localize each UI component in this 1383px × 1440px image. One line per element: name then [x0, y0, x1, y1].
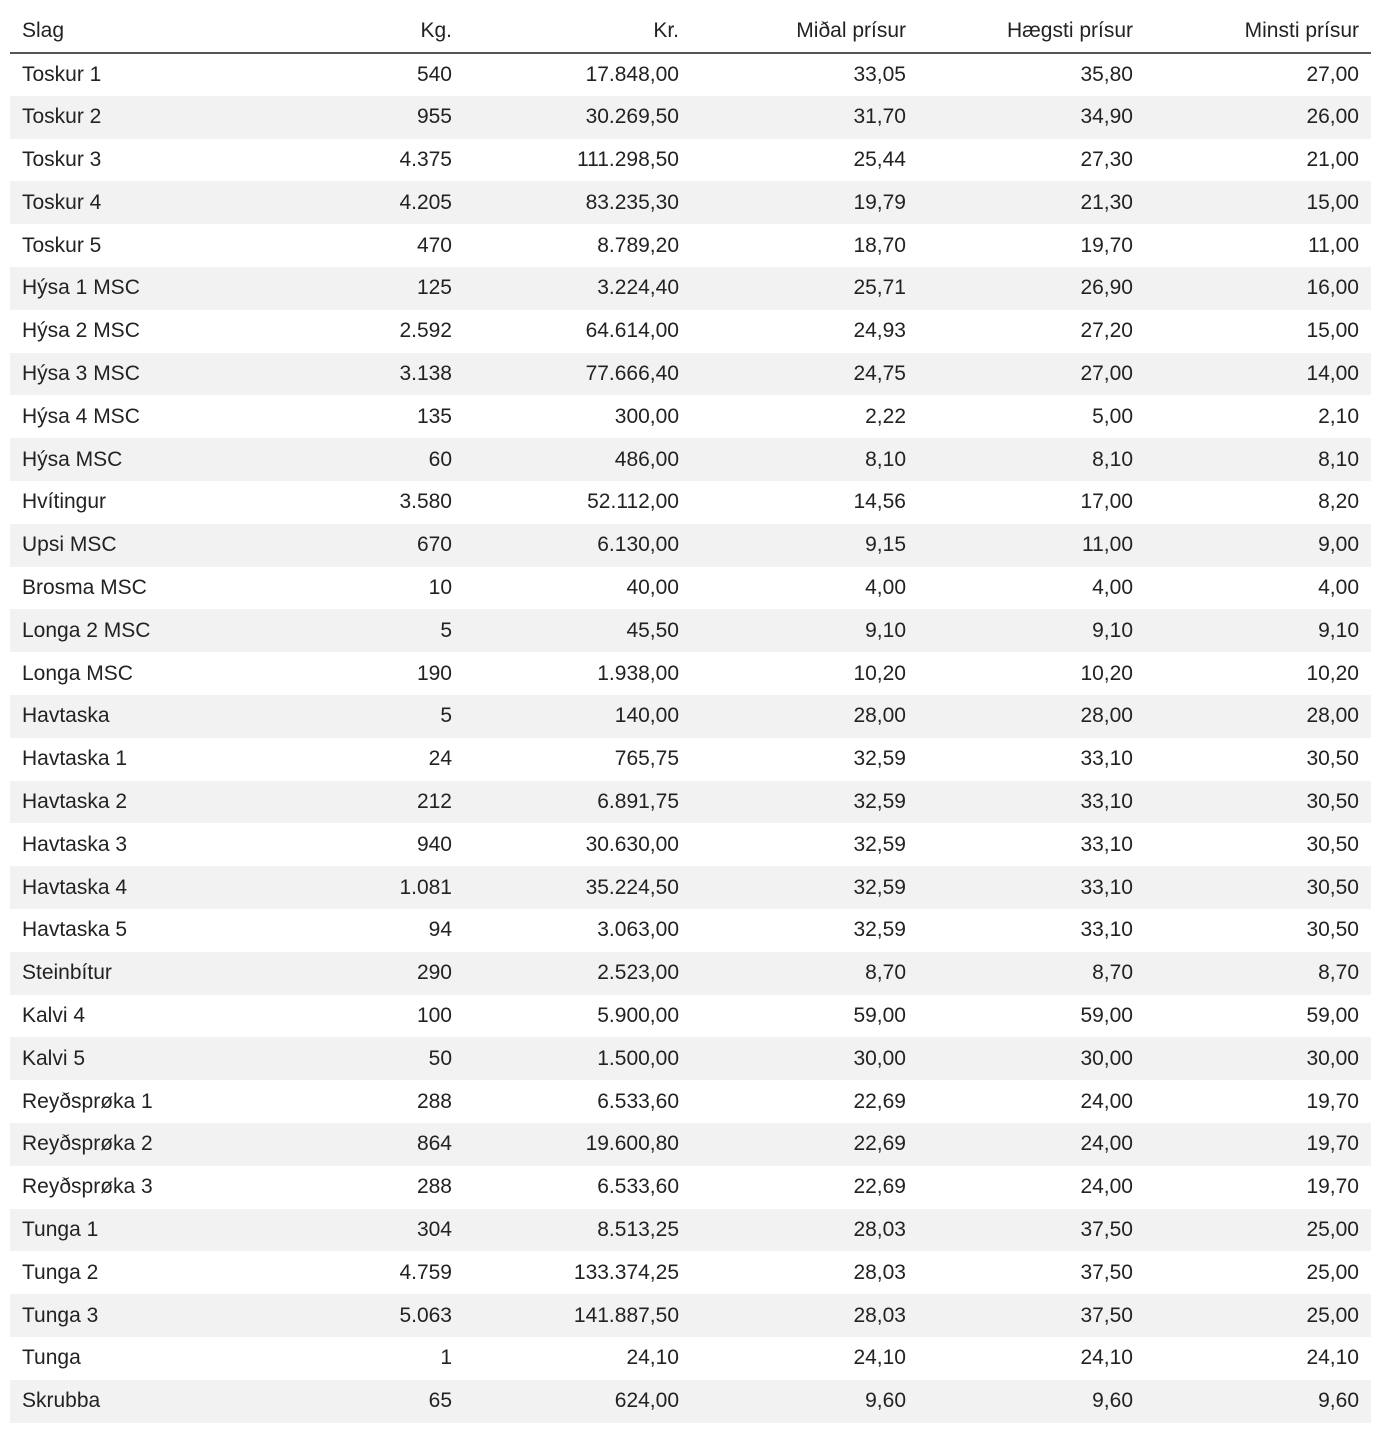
cell-average-price: 28,03 [691, 1294, 918, 1337]
table-row [10, 952, 1371, 995]
table-row [10, 823, 1371, 866]
cell-kr: 765,75 [614, 747, 679, 771]
table-row [10, 438, 1371, 481]
cell-average-price: 8,10 [691, 438, 918, 481]
cell-kg: 135 [416, 404, 452, 428]
cell-kr: 141.887,50 [464, 1294, 691, 1337]
cell-slag: Havtaska 4 [10, 866, 237, 909]
cell-average-price: 28,00 [691, 695, 918, 738]
table-row [10, 1123, 1371, 1166]
cell-highest-price: 26,90 [918, 267, 1145, 310]
cell-lowest-price: 24,10 [1306, 1346, 1359, 1370]
cell-slag: Tunga 3 [10, 1294, 237, 1337]
cell-average-price: 19,79 [691, 181, 918, 224]
header-slag: Slag [10, 10, 237, 53]
cell-kr: 6.533,60 [597, 1089, 679, 1113]
cell-kr: 2.523,00 [464, 952, 691, 995]
cell-slag: Hvítingur [22, 490, 107, 514]
cell-average-price: 14,56 [853, 490, 906, 514]
cell-kr: 3.224,40 [464, 267, 691, 310]
cell-kr: 1.500,00 [464, 1037, 691, 1080]
cell-kr: 52.112,00 [587, 490, 679, 514]
cell-kr: 3.063,00 [597, 918, 679, 942]
cell-average-price: 32,59 [853, 918, 906, 942]
cell-kg: 65 [237, 1380, 464, 1423]
header-kr: Kr. [464, 10, 691, 53]
table-row [10, 995, 1371, 1038]
cell-average-price: 9,60 [691, 1380, 918, 1423]
cell-kg: 3.580 [399, 490, 452, 514]
auction-price-table-container [10, 10, 1371, 1423]
cell-lowest-price: 30,50 [1306, 747, 1359, 771]
cell-kr: 300,00 [614, 404, 679, 428]
cell-lowest-price: 9,60 [1145, 1380, 1371, 1423]
cell-kg: 10 [428, 575, 452, 599]
cell-highest-price: 34,90 [918, 96, 1145, 139]
cell-slag: Hýsa MSC [10, 438, 237, 481]
cell-slag: Reyðsprøka 1 [22, 1089, 153, 1113]
cell-kg: 190 [416, 661, 452, 685]
cell-average-price: 30,00 [691, 1037, 918, 1080]
cell-kg: 125 [237, 267, 464, 310]
table-row [10, 267, 1371, 310]
cell-kg: 940 [416, 832, 452, 856]
cell-kg: 3.138 [237, 353, 464, 396]
cell-highest-price: 27,00 [918, 353, 1145, 396]
cell-kr: 17.848,00 [585, 62, 679, 86]
table-row [10, 652, 1371, 695]
header-lowest-price: Minsti prísur [1145, 10, 1371, 53]
table-row [10, 567, 1371, 610]
cell-highest-price: 33,10 [918, 866, 1145, 909]
cell-average-price: 32,59 [691, 781, 918, 824]
cell-lowest-price: 26,00 [1145, 96, 1371, 139]
cell-lowest-price: 15,00 [1145, 181, 1371, 224]
cell-highest-price: 4,00 [1092, 575, 1133, 599]
cell-highest-price: 37,50 [918, 1294, 1145, 1337]
cell-average-price: 22,69 [691, 1123, 918, 1166]
cell-kg: 24 [428, 747, 452, 771]
cell-kg: 670 [237, 524, 464, 567]
table-row [10, 1251, 1371, 1294]
cell-slag: Reyðsprøka 2 [10, 1123, 237, 1166]
cell-highest-price: 24,00 [1080, 1089, 1133, 1113]
table-row [10, 738, 1371, 781]
cell-slag: Tunga 2 [22, 1260, 99, 1284]
cell-highest-price: 11,00 [918, 524, 1145, 567]
cell-slag: Tunga [22, 1346, 81, 1370]
cell-kr: 1.938,00 [597, 661, 679, 685]
cell-highest-price: 21,30 [918, 181, 1145, 224]
cell-highest-price: 9,60 [918, 1380, 1145, 1423]
cell-slag: Hýsa 4 MSC [22, 404, 140, 428]
cell-lowest-price: 21,00 [1306, 147, 1359, 171]
cell-lowest-price: 14,00 [1145, 353, 1371, 396]
cell-kg: 288 [416, 1089, 452, 1113]
cell-kg: 470 [416, 233, 452, 257]
cell-lowest-price: 2,10 [1318, 404, 1359, 428]
cell-lowest-price: 11,00 [1308, 233, 1359, 257]
table-row [10, 96, 1371, 139]
table-row [10, 781, 1371, 824]
cell-kg: 212 [237, 781, 464, 824]
cell-kr: 8.789,20 [597, 233, 679, 257]
table-row [10, 1037, 1371, 1080]
cell-lowest-price: 4,00 [1318, 575, 1359, 599]
cell-lowest-price: 10,20 [1306, 661, 1359, 685]
cell-lowest-price: 25,00 [1145, 1294, 1371, 1337]
table-row [10, 481, 1371, 524]
cell-average-price: 8,70 [691, 952, 918, 995]
cell-slag: Havtaska 5 [22, 918, 128, 942]
cell-lowest-price: 59,00 [1306, 1003, 1359, 1027]
cell-kg: 5 [237, 695, 464, 738]
cell-lowest-price: 30,50 [1145, 866, 1371, 909]
cell-kg: 50 [237, 1037, 464, 1080]
cell-average-price: 4,00 [865, 575, 906, 599]
cell-kg: 4.759 [399, 1260, 452, 1284]
table-row [10, 1337, 1371, 1380]
cell-slag: Hýsa 3 MSC [10, 353, 237, 396]
cell-kr: 19.600,80 [464, 1123, 691, 1166]
cell-highest-price: 37,50 [918, 1209, 1145, 1252]
cell-average-price: 32,59 [853, 747, 906, 771]
cell-lowest-price: 8,70 [1145, 952, 1371, 995]
cell-kg: 1 [440, 1346, 452, 1370]
cell-kg: 4.205 [237, 181, 464, 224]
table-row [10, 866, 1371, 909]
header-average-price: Miðal prísur [691, 10, 918, 53]
cell-average-price: 24,75 [691, 353, 918, 396]
cell-lowest-price: 28,00 [1145, 695, 1371, 738]
cell-kg: 60 [237, 438, 464, 481]
cell-slag: Toskur 1 [22, 62, 102, 86]
cell-kr: 140,00 [464, 695, 691, 738]
cell-slag: Skrubba [10, 1380, 237, 1423]
cell-lowest-price: 19,70 [1306, 1089, 1359, 1113]
cell-kr: 6.533,60 [597, 1175, 679, 1199]
table-row [10, 909, 1371, 952]
cell-slag: Longa 2 MSC [10, 609, 237, 652]
cell-highest-price: 24,10 [1080, 1346, 1133, 1370]
cell-highest-price: 33,10 [918, 781, 1145, 824]
cell-slag: Havtaska [10, 695, 237, 738]
cell-highest-price: 59,00 [1080, 1003, 1133, 1027]
cell-slag: Toskur 5 [22, 233, 102, 257]
cell-average-price: 9,15 [691, 524, 918, 567]
cell-kr: 64.614,00 [585, 319, 679, 343]
cell-lowest-price: 19,70 [1306, 1175, 1359, 1199]
cell-kr: 24,10 [626, 1346, 679, 1370]
cell-highest-price: 8,10 [918, 438, 1145, 481]
cell-lowest-price: 15,00 [1306, 319, 1359, 343]
auction-price-table [10, 10, 1371, 1423]
cell-kr: 111.298,50 [577, 147, 679, 171]
cell-highest-price: 19,70 [1080, 233, 1133, 257]
cell-average-price: 31,70 [691, 96, 918, 139]
cell-kr: 133.374,25 [573, 1260, 679, 1284]
cell-kr: 5.900,00 [597, 1003, 679, 1027]
table-row [10, 395, 1371, 438]
header-row [10, 10, 1371, 53]
cell-highest-price: 33,10 [1080, 918, 1133, 942]
table-row [10, 1166, 1371, 1209]
table-row [10, 695, 1371, 738]
table-row [10, 524, 1371, 567]
cell-highest-price: 28,00 [918, 695, 1145, 738]
cell-slag: Brosma MSC [22, 575, 147, 599]
cell-average-price: 59,00 [853, 1003, 906, 1027]
cell-highest-price: 24,00 [918, 1123, 1145, 1166]
cell-average-price: 10,20 [853, 661, 906, 685]
header-highest-price: Hægsti prísur [918, 10, 1145, 53]
cell-kr: 77.666,40 [464, 353, 691, 396]
cell-highest-price: 5,00 [1092, 404, 1133, 428]
cell-kg: 955 [237, 96, 464, 139]
cell-kg: 5 [237, 609, 464, 652]
table-row [10, 53, 1371, 96]
cell-kg: 94 [428, 918, 452, 942]
cell-highest-price: 17,00 [1080, 490, 1133, 514]
cell-lowest-price: 30,00 [1145, 1037, 1371, 1080]
cell-average-price: 22,69 [853, 1089, 906, 1113]
cell-kr: 83.235,30 [464, 181, 691, 224]
cell-highest-price: 37,50 [1080, 1260, 1133, 1284]
cell-average-price: 25,44 [853, 147, 906, 171]
cell-kg: 1.081 [237, 866, 464, 909]
cell-kg: 864 [237, 1123, 464, 1166]
cell-kr: 624,00 [464, 1380, 691, 1423]
table-row [10, 353, 1371, 396]
cell-lowest-price: 30,50 [1145, 781, 1371, 824]
cell-lowest-price: 9,10 [1145, 609, 1371, 652]
cell-kg: 100 [416, 1003, 452, 1027]
cell-kg: 304 [237, 1209, 464, 1252]
cell-average-price: 22,69 [853, 1175, 906, 1199]
cell-average-price: 24,10 [853, 1346, 906, 1370]
cell-highest-price: 35,80 [1080, 62, 1133, 86]
cell-lowest-price: 19,70 [1145, 1123, 1371, 1166]
cell-average-price: 2,22 [865, 404, 906, 428]
cell-slag: Steinbítur [10, 952, 237, 995]
cell-slag: Reyðsprøka 3 [22, 1175, 153, 1199]
cell-highest-price: 27,30 [1080, 147, 1133, 171]
cell-kr: 8.513,25 [464, 1209, 691, 1252]
table-row [10, 181, 1371, 224]
cell-average-price: 18,70 [853, 233, 906, 257]
cell-kr: 35.224,50 [464, 866, 691, 909]
table-row [10, 310, 1371, 353]
cell-kr: 30.630,00 [585, 832, 679, 856]
table-header [10, 10, 1371, 53]
cell-kr: 486,00 [464, 438, 691, 481]
cell-kg: 2.592 [399, 319, 452, 343]
cell-slag: Kalvi 4 [22, 1003, 86, 1027]
cell-lowest-price: 27,00 [1306, 62, 1359, 86]
cell-slag: Longa MSC [22, 661, 133, 685]
cell-kg: 290 [237, 952, 464, 995]
cell-highest-price: 10,20 [1080, 661, 1133, 685]
table-row [10, 139, 1371, 182]
cell-highest-price: 27,20 [1080, 319, 1133, 343]
cell-kg: 4.375 [399, 147, 452, 171]
cell-kr: 30.269,50 [464, 96, 691, 139]
cell-slag: Toskur 4 [10, 181, 237, 224]
cell-average-price: 9,10 [691, 609, 918, 652]
cell-lowest-price: 25,00 [1145, 1209, 1371, 1252]
table-row [10, 609, 1371, 652]
cell-highest-price: 30,00 [918, 1037, 1145, 1080]
cell-highest-price: 24,00 [1080, 1175, 1133, 1199]
cell-slag: Kalvi 5 [10, 1037, 237, 1080]
cell-lowest-price: 25,00 [1306, 1260, 1359, 1284]
cell-average-price: 25,71 [691, 267, 918, 310]
cell-slag: Havtaska 2 [10, 781, 237, 824]
cell-average-price: 33,05 [853, 62, 906, 86]
cell-average-price: 24,93 [853, 319, 906, 343]
cell-kr: 45,50 [464, 609, 691, 652]
cell-kr: 6.130,00 [464, 524, 691, 567]
cell-slag: Toskur 3 [22, 147, 102, 171]
cell-slag: Toskur 2 [10, 96, 237, 139]
cell-highest-price: 33,10 [1080, 747, 1133, 771]
cell-kg: 540 [416, 62, 452, 86]
cell-highest-price: 9,10 [918, 609, 1145, 652]
table-row [10, 1380, 1371, 1423]
cell-kg: 5.063 [237, 1294, 464, 1337]
cell-lowest-price: 16,00 [1145, 267, 1371, 310]
table-row [10, 1080, 1371, 1123]
table-row [10, 1294, 1371, 1337]
cell-lowest-price: 30,50 [1306, 918, 1359, 942]
cell-kr: 40,00 [626, 575, 679, 599]
cell-slag: Havtaska 3 [22, 832, 128, 856]
cell-slag: Havtaska 1 [22, 747, 128, 771]
cell-kr: 6.891,75 [464, 781, 691, 824]
table-row [10, 1209, 1371, 1252]
cell-highest-price: 8,70 [918, 952, 1145, 995]
header-kg: Kg. [237, 10, 464, 53]
cell-slag: Upsi MSC [10, 524, 237, 567]
cell-slag: Tunga 1 [10, 1209, 237, 1252]
cell-average-price: 28,03 [853, 1260, 906, 1284]
cell-average-price: 32,59 [853, 832, 906, 856]
cell-lowest-price: 30,50 [1306, 832, 1359, 856]
table-row [10, 224, 1371, 267]
cell-average-price: 32,59 [691, 866, 918, 909]
cell-kg: 288 [416, 1175, 452, 1199]
cell-slag: Hýsa 2 MSC [22, 319, 140, 343]
cell-lowest-price: 8,10 [1145, 438, 1371, 481]
cell-lowest-price: 8,20 [1318, 490, 1359, 514]
cell-highest-price: 33,10 [1080, 832, 1133, 856]
cell-average-price: 28,03 [691, 1209, 918, 1252]
table-body [10, 53, 1371, 1423]
cell-lowest-price: 9,00 [1145, 524, 1371, 567]
cell-slag: Hýsa 1 MSC [10, 267, 237, 310]
